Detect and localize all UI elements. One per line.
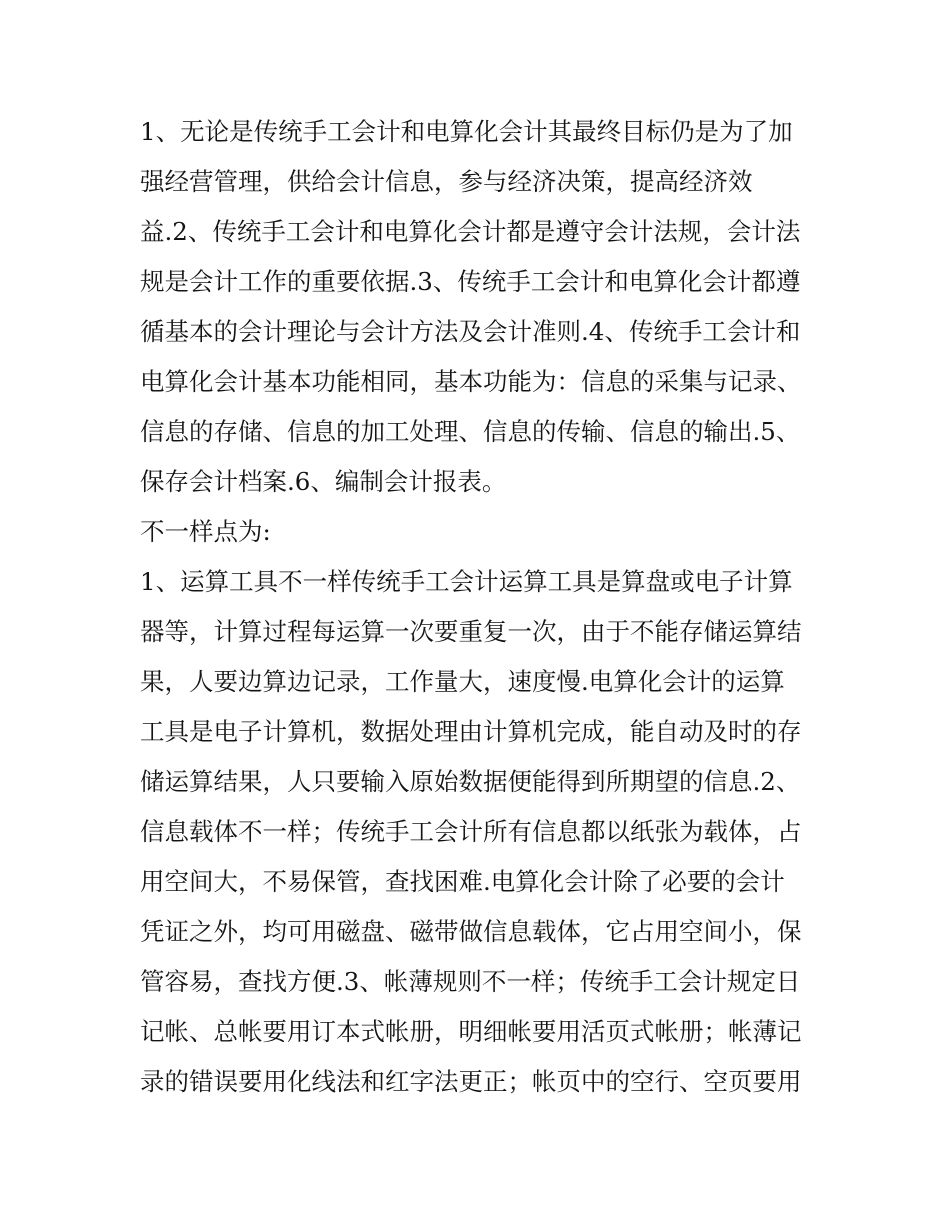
text-line: 信息载体不一样；传统手工会计所有信息都以纸张为载体，占 bbox=[140, 817, 802, 846]
text-line: 记帐、总帐要用订本式帐册，明细帐要用活页式帐册；帐薄记 bbox=[140, 1017, 802, 1046]
text-line: 储运算结果，人只要输入原始数据便能得到所期望的信息.2、 bbox=[140, 767, 801, 796]
text-line: 用空间大，不易保管，查找困难.电算化会计除了必要的会计 bbox=[140, 867, 785, 896]
text-line: 循基本的会计理论与会计方法及会计准则.4、传统手工会计和 bbox=[140, 317, 801, 346]
text-line: 器等，计算过程每运算一次要重复一次，由于不能存储运算结 bbox=[140, 617, 802, 646]
text-line: 信息的存储、信息的加工处理、信息的传输、信息的输出.5、 bbox=[140, 417, 801, 446]
text-line: 益.2、传统手工会计和电算化会计都是遵守会计法规，会计法 bbox=[140, 217, 801, 246]
text-line: 保存会计档案.6、编制会计报表。 bbox=[140, 467, 507, 496]
section-heading: 不一样点为: bbox=[140, 517, 271, 546]
text-line: 1、无论是传统手工会计和电算化会计其最终目标仍是为了加 bbox=[140, 117, 793, 146]
text-line: 电算化会计基本功能相同，基本功能为：信息的采集与记录、 bbox=[140, 367, 802, 396]
text-line: 录的错误要用化线法和红字法更正；帐页中的空行、空页要用 bbox=[140, 1067, 802, 1096]
text-line: 规是会计工作的重要依据.3、传统手工会计和电算化会计都遵 bbox=[140, 267, 801, 296]
text-line: 工具是电子计算机，数据处理由计算机完成，能自动及时的存 bbox=[140, 717, 802, 746]
text-line: 1、运算工具不一样传统手工会计运算工具是算盘或电子计算 bbox=[140, 567, 793, 596]
text-line: 强经营管理，供给会计信息，参与经济决策，提高经济效 bbox=[140, 167, 753, 196]
text-line: 凭证之外，均可用磁盘、磁带做信息载体，它占用空间小，保 bbox=[140, 917, 802, 946]
text-line: 果，人要边算边记录，工作量大，速度慢.电算化会计的运算 bbox=[140, 667, 785, 696]
text-line: 管容易，查找方便.3、帐薄规则不一样；传统手工会计规定日 bbox=[140, 967, 801, 996]
document-body bbox=[140, 107, 820, 1107]
